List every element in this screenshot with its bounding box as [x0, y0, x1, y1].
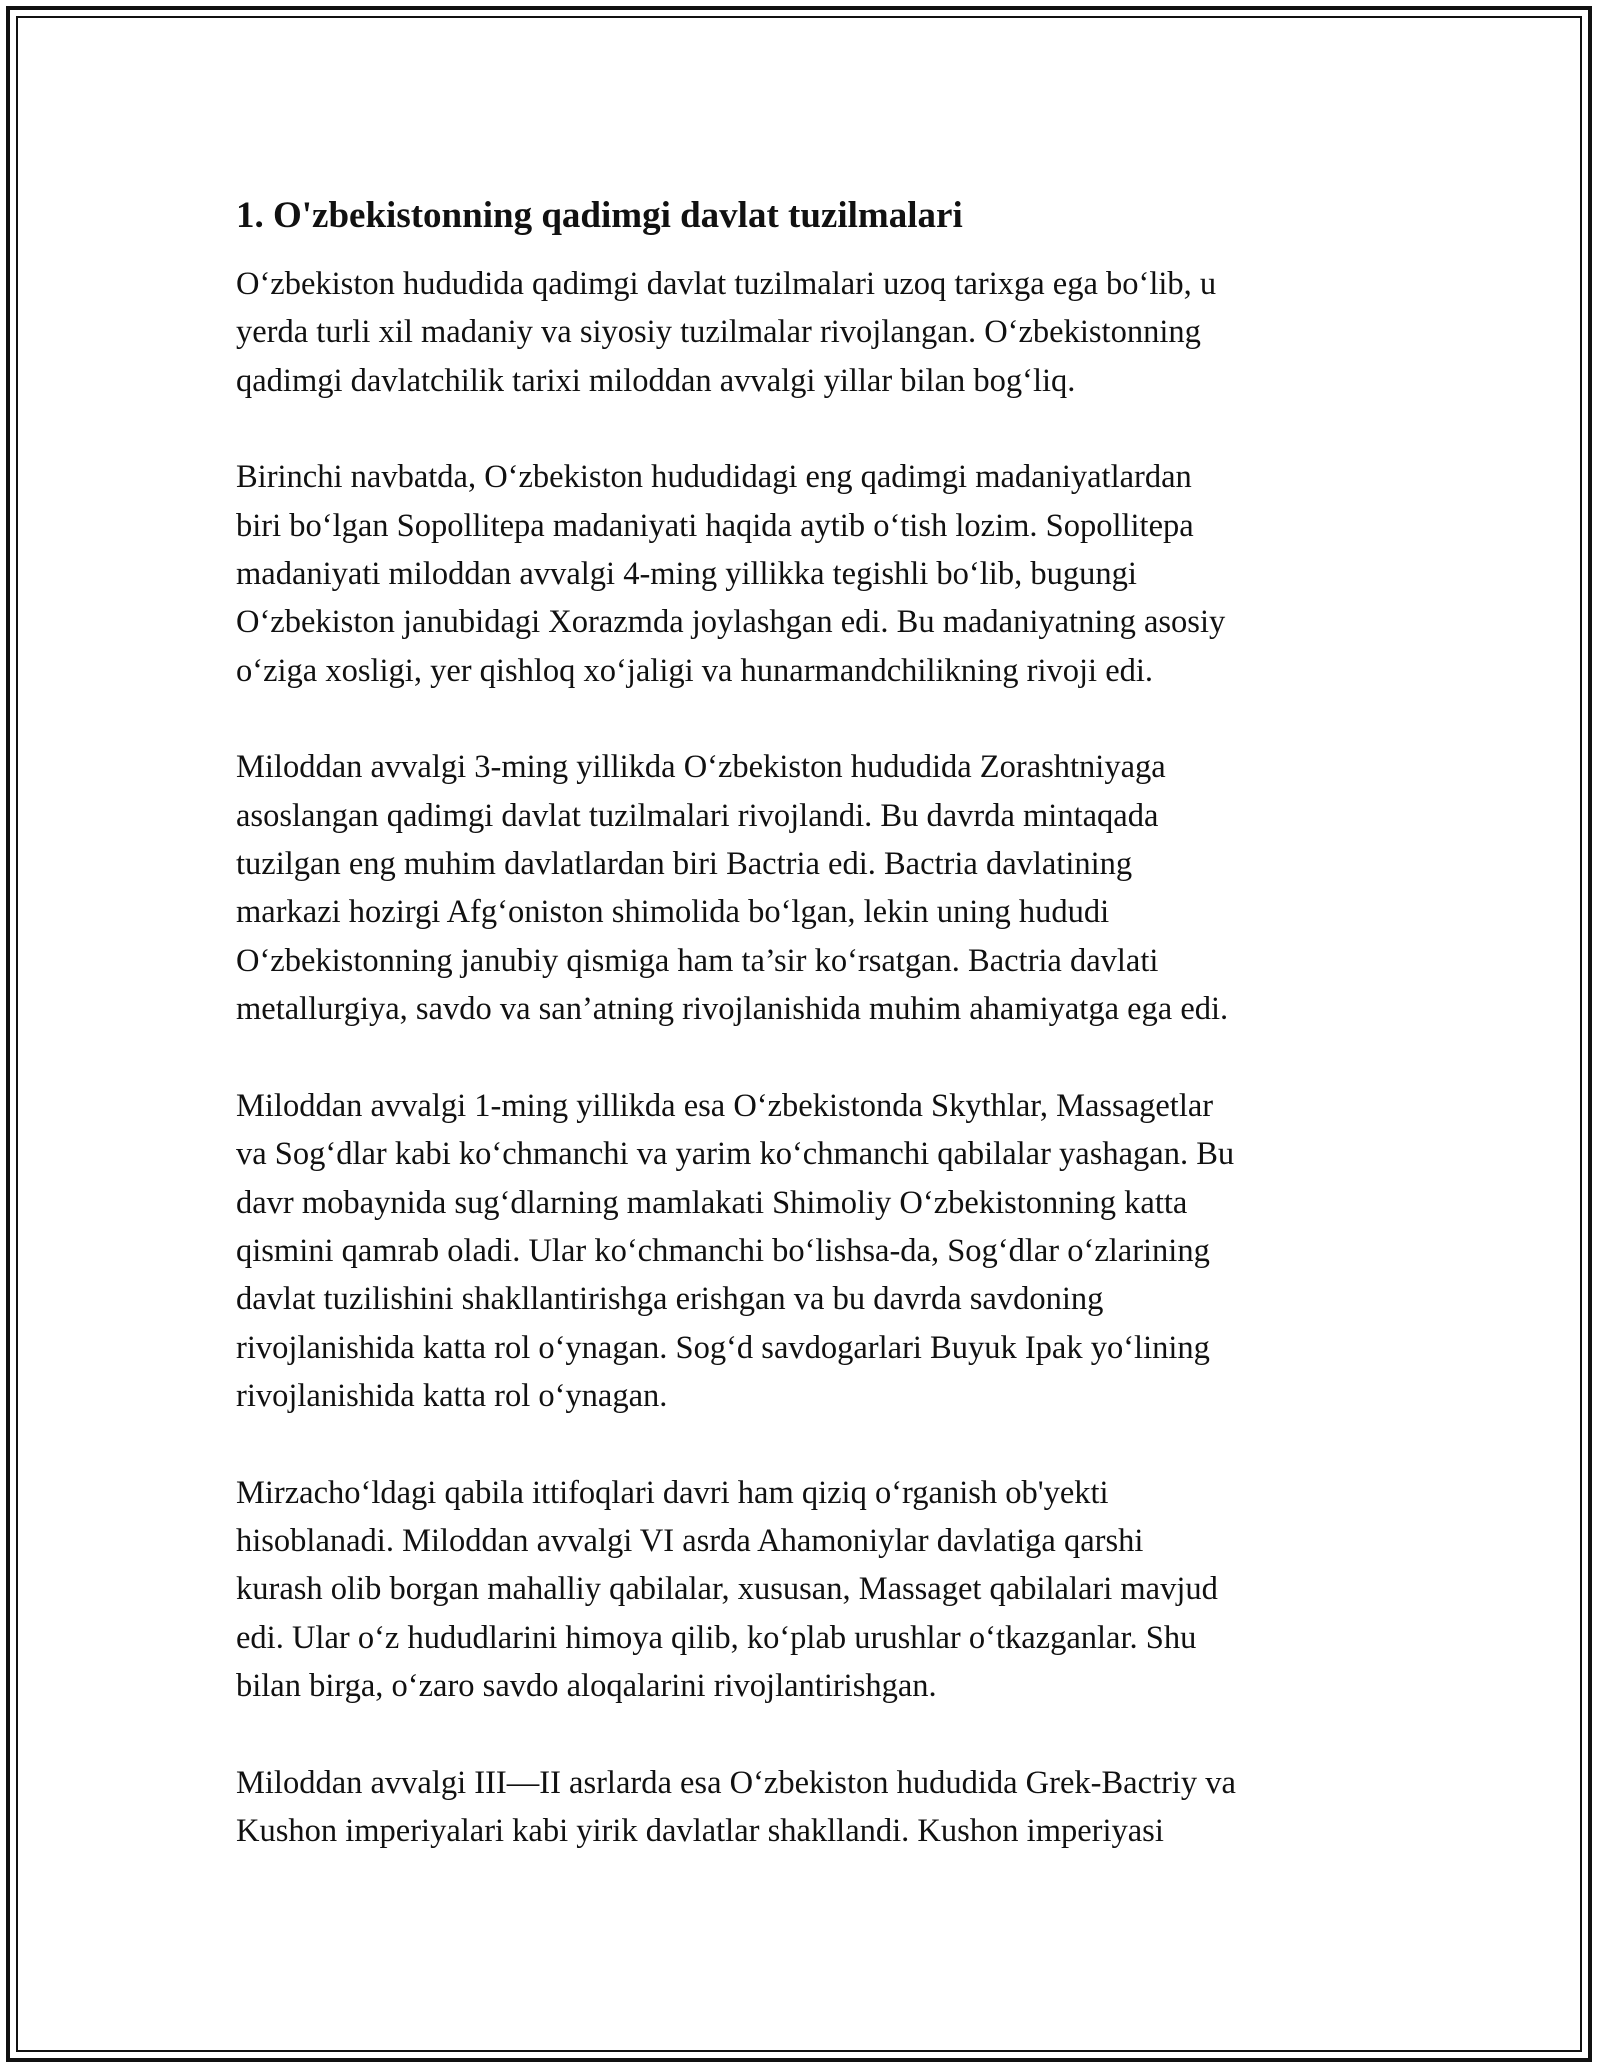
text-line: rivojlanishida katta rol o‘ynagan. Sog‘d savdogarlari Buyuk Ipak yo‘lining	[236, 1329, 1210, 1366]
text-line: Miloddan avvalgi 1-ming yillikda esa O‘zbekistonda Skythlar, Massagetlar	[236, 1087, 1214, 1124]
text-line: asoslangan qadimgi davlat tuzilmalari rivojlandi. Bu davrda mintaqada	[236, 797, 1159, 834]
text-line: Miloddan avvalgi III—II asrlarda esa O‘zbekiston hududida Grek-Bactriy va	[236, 1764, 1236, 1801]
paragraph-5	[236, 1469, 1376, 1711]
paragraph-6	[236, 1759, 1376, 1856]
text-line: Miloddan avvalgi 3-ming yillikda O‘zbekiston hududida Zorashtniyaga	[236, 749, 1166, 786]
text-line: yerda turli xil madaniy va siyosiy tuzilmalar rivojlangan. O‘zbekistonning	[236, 314, 1201, 351]
document-body	[236, 180, 1376, 1903]
text-line: va Sog‘dlar kabi ko‘chmanchi va yarim ko‘chmanchi qabilalar yashagan. Bu	[236, 1136, 1235, 1173]
text-line: markazi hozirgi Afg‘oniston shimolida bo‘lgan, lekin uning hududi	[236, 894, 1110, 931]
text-line: madaniyati miloddan avvalgi 4-ming yillikka tegishli bo‘lib, bugungi	[236, 556, 1137, 593]
text-line: rivojlanishida katta rol o‘ynagan.	[236, 1378, 668, 1415]
text-line: Birinchi navbatda, O‘zbekiston hududidagi eng qadimgi madaniyatlardan	[236, 459, 1192, 496]
text-line: hisoblanadi. Miloddan avvalgi VI asrda Ahamoniylar davlatiga qarshi	[236, 1522, 1144, 1559]
text-line: metallurgiya, savdo va san’atning rivojlanishida muhim ahamiyatga ega edi.	[236, 991, 1229, 1028]
text-line: kurash olib borgan mahalliy qabilalar, xususan, Massaget qabilalari mavjud	[236, 1571, 1218, 1608]
text-line: O‘zbekiston janubidagi Xorazmda joylashgan edi. Bu madaniyatning asosiy	[236, 604, 1226, 641]
text-line: biri bo‘lgan Sopollitepa madaniyati haqida aytib o‘tish lozim. Sopollitepa	[236, 507, 1194, 544]
text-line: bilan birga, o‘zaro savdo aloqalarini rivojlantirishgan.	[236, 1668, 937, 1705]
text-line: Mirzacho‘ldagi qabila ittifoqlari davri ham qiziq o‘rganish ob'yekti	[236, 1474, 1109, 1511]
text-line: Kushon imperiyalari kabi yirik davlatlar shakllandi. Kushon imperiyasi	[236, 1812, 1164, 1849]
paragraph-1	[236, 260, 1376, 405]
text-line: qismini qamrab oladi. Ular ko‘chmanchi bo‘lishsa-da, Sog‘dlar o‘zlarining	[236, 1232, 1210, 1269]
text-line: davlat tuzilishini shakllantirishga erishgan va bu davrda savdoning	[236, 1281, 1104, 1318]
text-line: davr mobaynida sug‘dlarning mamlakati Shimoliy O‘zbekistonning katta	[236, 1184, 1188, 1221]
paragraph-3	[236, 743, 1376, 1033]
text-line: tuzilgan eng muhim davlatlardan biri Bactria edi. Bactria davlatining	[236, 846, 1133, 883]
text-line: o‘ziga xosligi, yer qishloq xo‘jaligi va hunarmandchilikning rivoji edi.	[236, 652, 1154, 689]
text-line: O‘zbekistonning janubiy qismiga ham ta’sir ko‘rsatgan. Bactria davlati	[236, 942, 1159, 979]
paragraph-4	[236, 1082, 1376, 1421]
paragraph-2	[236, 453, 1376, 695]
text-line: edi. Ular o‘z hududlarini himoya qilib, ko‘plab urushlar o‘tkazganlar. Shu	[236, 1619, 1197, 1656]
section-heading: 1. O'zbekistonning qadimgi davlat tuzilmalari	[236, 195, 963, 236]
text-line: qadimgi davlatchilik tarixi miloddan avvalgi yillar bilan bog‘liq.	[236, 362, 1076, 399]
text-line: O‘zbekiston hududida qadimgi davlat tuzilmalari uzoq tarixga ega bo‘lib, u	[236, 266, 1217, 302]
